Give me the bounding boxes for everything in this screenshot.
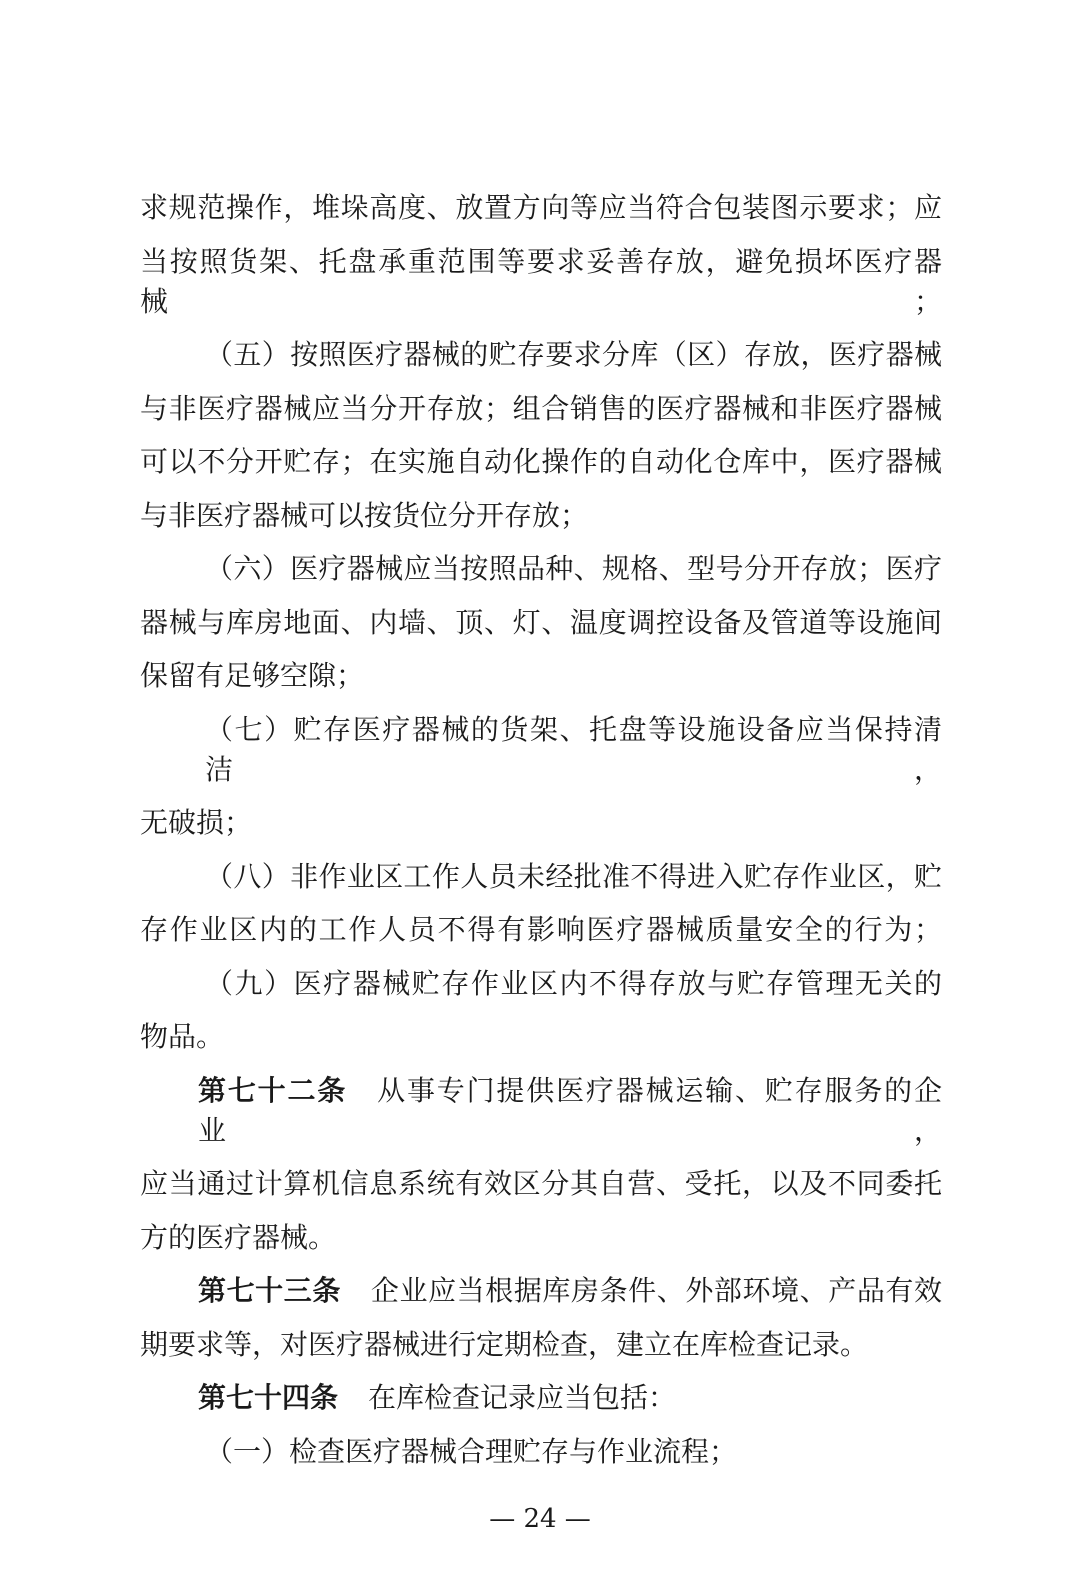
line-text: 可以不分开贮存；在实施自动化操作的自动化仓库中，医疗器械 bbox=[140, 445, 942, 478]
article-line bbox=[198, 1071, 942, 1151]
text-line bbox=[205, 964, 942, 1004]
line-text: 与非医疗器械可以按货位分开存放； bbox=[140, 498, 589, 532]
line-text: 物品。 bbox=[140, 1020, 225, 1053]
line-text: （五）按照医疗器械的贮存要求分库（区）存放，医疗器械 bbox=[205, 338, 942, 371]
text-line bbox=[205, 1432, 942, 1472]
text-line bbox=[205, 710, 942, 790]
text-line bbox=[205, 549, 942, 589]
line-text: 器械与库房地面、内墙、顶、灯、温度调控设备及管道等设施间 bbox=[140, 605, 942, 639]
line-text: 求规范操作，堆垛高度、放置方向等应当符合包装图示要求；应 bbox=[140, 191, 942, 224]
line-text: （八）非作业区工作人员未经批准不得进入贮存作业区，贮 bbox=[205, 859, 942, 893]
line-text: 当按照货架、托盘承重范围等要求妥善存放，避免损坏医疗器械； bbox=[140, 244, 942, 318]
text-line bbox=[140, 1325, 942, 1365]
line-text: 期要求等，对医疗器械进行定期检查，建立在库检查记录。 bbox=[140, 1327, 869, 1361]
text-line bbox=[140, 1218, 942, 1258]
text-line bbox=[140, 442, 942, 482]
article-number: 第七十三条 bbox=[198, 1274, 341, 1307]
line-text: 无破损； bbox=[140, 806, 253, 839]
line-text: 存作业区内的工作人员不得有影响医疗器械质量安全的行为； bbox=[140, 913, 942, 946]
text-line bbox=[140, 1164, 942, 1204]
text-line bbox=[140, 242, 942, 322]
article-number: 第七十四条 bbox=[198, 1381, 339, 1414]
text-line bbox=[140, 803, 942, 843]
text-line bbox=[140, 603, 942, 643]
line-text: 从事专门提供医疗器械运输、贮存服务的企业， bbox=[198, 1073, 942, 1147]
article-line bbox=[198, 1271, 942, 1311]
text-line bbox=[205, 335, 942, 375]
text-line bbox=[205, 857, 942, 897]
text-line bbox=[140, 496, 942, 536]
line-text: 保留有足够空隙； bbox=[140, 659, 365, 692]
line-text: （六）医疗器械应当按照品种、规格、型号分开存放；医疗 bbox=[205, 552, 942, 585]
article-line bbox=[198, 1378, 942, 1418]
line-text: （七）贮存医疗器械的货架、托盘等设施设备应当保持清洁， bbox=[205, 712, 942, 786]
page-number: — 24 — bbox=[489, 1503, 591, 1534]
text-line bbox=[140, 656, 942, 696]
text-line bbox=[140, 389, 942, 429]
text-line bbox=[140, 910, 942, 950]
line-text: 方的医疗器械。 bbox=[140, 1220, 337, 1254]
line-text: 企业应当根据库房条件、外部环境、产品有效 bbox=[370, 1274, 942, 1307]
text-line bbox=[140, 1017, 942, 1057]
line-text: 应当通过计算机信息系统有效区分其自营、受托，以及不同委托 bbox=[140, 1167, 942, 1200]
line-text: 与非医疗器械应当分开存放；组合销售的医疗器械和非医疗器械 bbox=[140, 391, 942, 425]
article-number: 第七十二条 bbox=[198, 1073, 348, 1107]
line-text: （九）医疗器械贮存作业区内不得存放与贮存管理无关的 bbox=[205, 966, 942, 1000]
line-text: （一）检查医疗器械合理贮存与作业流程； bbox=[205, 1434, 738, 1468]
line-text: 在库检查记录应当包括： bbox=[368, 1381, 677, 1414]
text-line bbox=[140, 188, 942, 228]
